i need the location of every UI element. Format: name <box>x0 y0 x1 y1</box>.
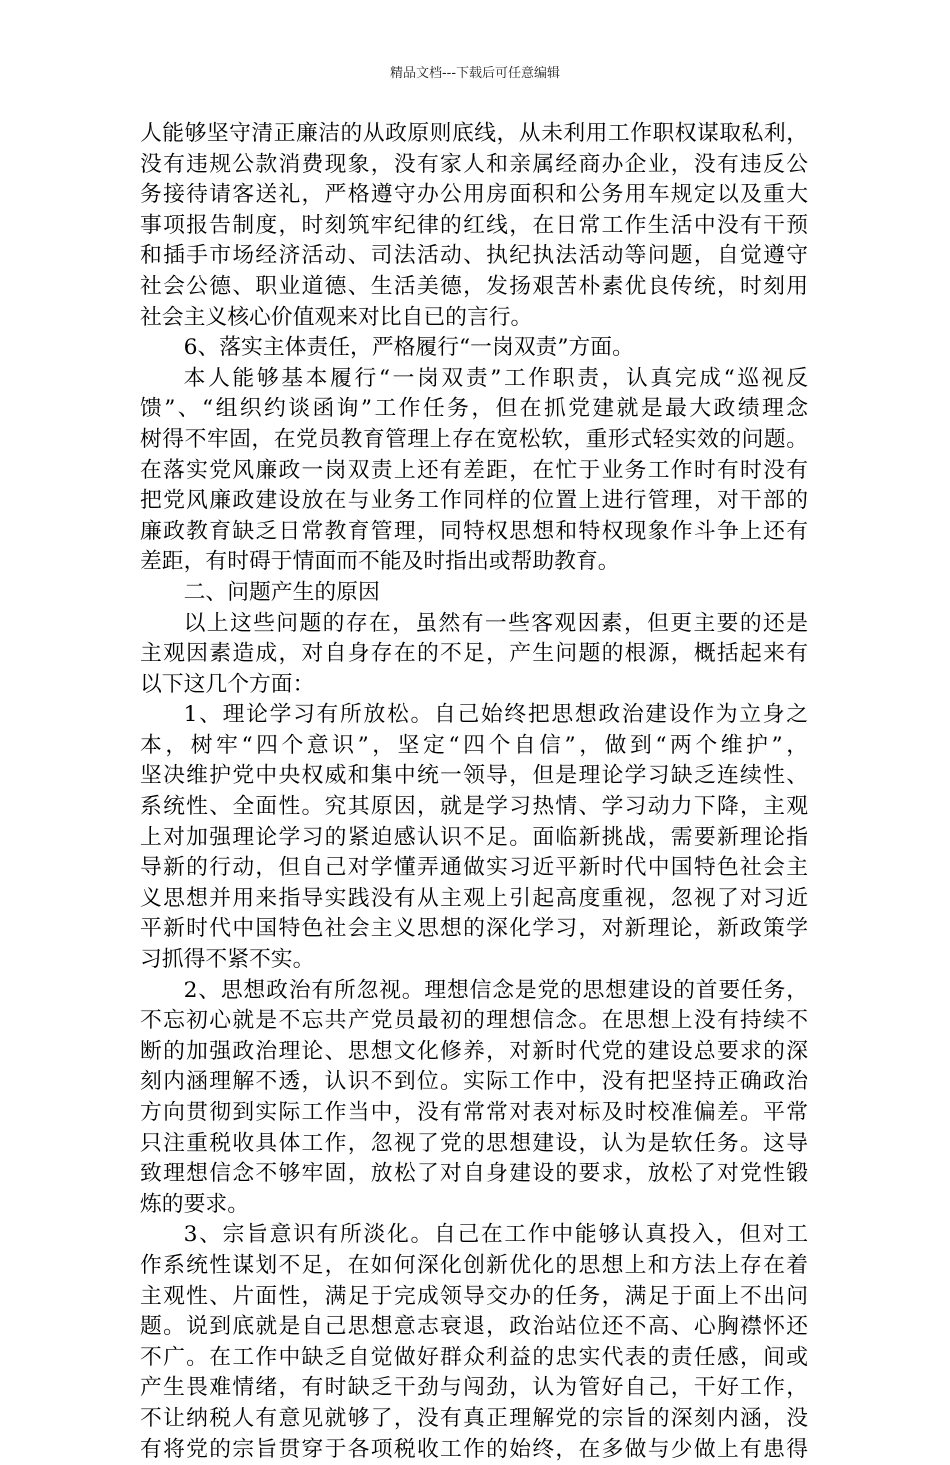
text-line: 没有违规公款消费现象，没有家人和亲属经商办企业，没有违反公 <box>140 151 808 177</box>
text-line: 不忘初心就是不忘共产党员最初的理想信念。在思想上没有持续不 <box>140 1008 808 1034</box>
text-line: 3、宗旨意识有所淡化。自己在工作中能够认真投入，但对工 <box>183 1222 808 1248</box>
text-line: 以下这几个方面： <box>140 671 315 697</box>
text-line: 1、理论学习有所放松。自己始终把思想政治建设作为立身之 <box>183 702 808 728</box>
text-line: 树得不牢固，在党员教育管理上存在宽松软，重形式轻实效的问题。 <box>140 426 808 452</box>
text-line: 方向贯彻到实际工作当中，没有常常对表对标及时校准偏差。平常 <box>140 1100 808 1125</box>
text-line: 主观性、片面性，满足于完成领导交办的任务，满足于面上不出问 <box>140 1283 808 1309</box>
text-line: 断的加强政治理论、思想文化修养，对新时代党的建设总要求的深 <box>140 1038 808 1064</box>
text-line: 和插手市场经济活动、司法活动、执纪执法活动等问题，自觉遵守 <box>140 243 808 269</box>
text-line: 题。说到底就是自己思想意志衰退，政治站位还不高、心胸襟怀还 <box>140 1314 808 1340</box>
text-line: 有将党的宗旨贯穿于各项税收工作的始终，在多做与少做上有患得 <box>140 1436 808 1462</box>
text-line: 差距，有时碍于情面而不能及时指出或帮助教育。 <box>140 549 620 575</box>
text-line: 本，树牢“四个意识”，坚定“四个自信”，做到“两个维护”， <box>140 732 808 758</box>
text-line: 社会主义核心价值观来对比自已的言行。 <box>140 304 533 330</box>
text-line: 不让纳税人有意见就够了，没有真正理解党的宗旨的深刻内涵，没 <box>140 1405 808 1431</box>
text-line: 不广。在工作中缺乏自觉做好群众利益的忠实代表的责任感，间或 <box>140 1344 808 1370</box>
text-line: 馈”、“组织约谈函询”工作任务，但在抓党建就是最大政绩理念 <box>140 396 808 422</box>
document-body <box>140 119 808 1465</box>
text-line: 务接待请客送礼，严格遵守办公用房面积和公务用车规定以及重大 <box>140 182 808 208</box>
text-line: 导新的行动，但自己对学懂弄通做实习近平新时代中国特色社会主 <box>140 855 808 881</box>
text-line: 作系统性谋划不足，在如何深化创新优化的思想上和方法上存在着 <box>140 1252 808 1278</box>
text-line: 坚决维护党中央权威和集中统一领导，但是理论学习缺乏连续性、 <box>140 763 808 789</box>
text-line: 刻内涵理解不透，认识不到位。实际工作中，没有把坚持正确政治 <box>140 1069 808 1095</box>
text-line: 产生畏难情绪，有时缺乏干劲与闯劲，认为管好自己，干好工作， <box>140 1375 808 1401</box>
text-line: 炼的要求。 <box>140 1191 249 1217</box>
text-line: 把党风廉政建设放在与业务工作同样的位置上进行管理，对干部的 <box>140 488 808 514</box>
text-line: 致理想信念不够牢固，放松了对自身建设的要求，放松了对党性锻 <box>140 1161 808 1187</box>
text-line: 二、问题产生的原因 <box>183 579 380 605</box>
text-line: 系统性、全面性。究其原因，就是学习热情、学习动力下降，主观 <box>140 794 808 820</box>
text-line: 主观因素造成，对自身存在的不足，产生问题的根源，概括起来有 <box>140 641 808 667</box>
text-line: 义思想并用来指导实践没有从主观上引起高度重视，忽视了对习近 <box>140 885 808 911</box>
text-line: 廉政教育缺乏日常教育管理，同特权思想和特权现象作斗争上还有 <box>140 518 808 544</box>
page-header: 精品文档---下载后可任意编辑 <box>389 66 561 81</box>
text-line: 6、落实主体责任，严格履行“一岗双责”方面。 <box>183 335 634 361</box>
text-line: 本人能够基本履行“一岗双责”工作职责，认真完成“巡视反 <box>183 365 808 391</box>
text-line: 上对加强理论学习的紧迫感认识不足。面临新挑战，需要新理论指 <box>140 824 808 850</box>
text-line: 平新时代中国特色社会主义思想的深化学习，对新理论，新政策学 <box>140 916 808 942</box>
text-line: 只注重税收具体工作，忽视了党的思想建设，认为是软任务。这导 <box>140 1130 808 1156</box>
text-line: 在落实党风廉政一岗双责上还有差距，在忙于业务工作时有时没有 <box>140 457 808 483</box>
text-line: 社会公德、职业道德、生活美德，发扬艰苦朴素优良传统，时刻用 <box>140 273 808 299</box>
text-line: 人能够坚守清正廉洁的从政原则底线，从未利用工作职权谋取私利， <box>140 121 808 146</box>
text-line: 习抓得不紧不实。 <box>140 947 315 973</box>
text-line: 2、思想政治有所忽视。理想信念是党的思想建设的首要任务， <box>183 977 808 1003</box>
text-line: 以上这些问题的存在，虽然有一些客观因素，但更主要的还是 <box>183 610 808 636</box>
text-line: 事项报告制度，时刻筑牢纪律的红线，在日常工作生活中没有干预 <box>140 212 808 238</box>
